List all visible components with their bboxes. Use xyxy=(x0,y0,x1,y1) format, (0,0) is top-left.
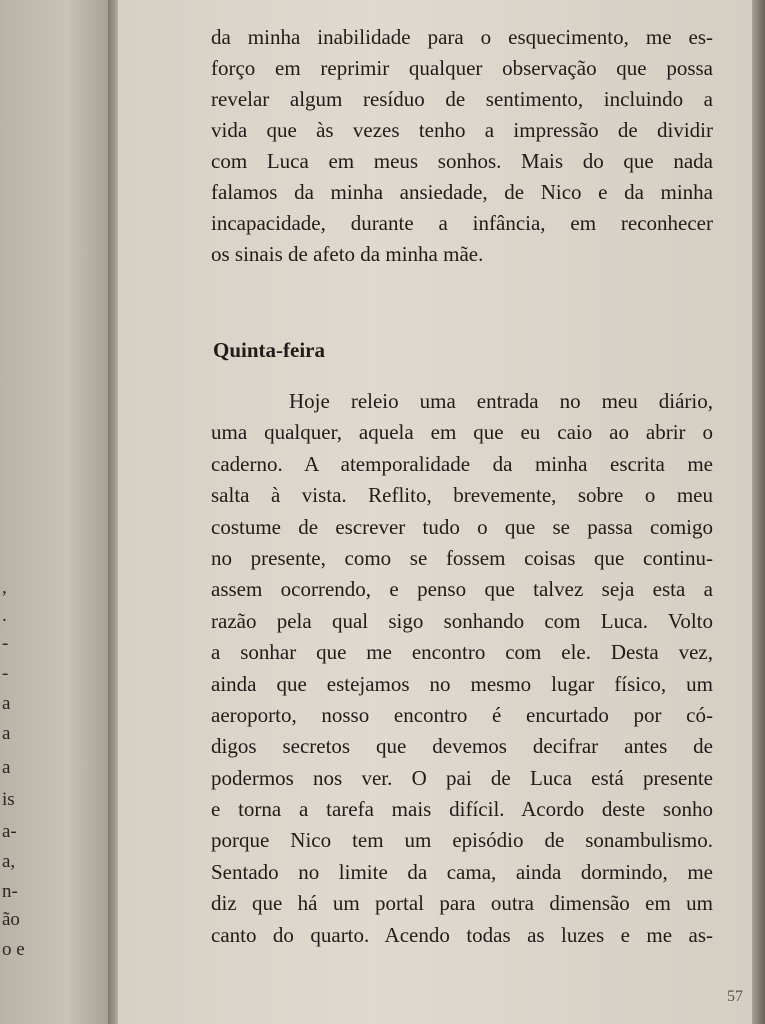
section-heading: Quinta-feira xyxy=(213,338,325,362)
left-fragment: o e xyxy=(2,939,25,960)
text-line: salta à vista. Reflito, brevemente, sobre o meu xyxy=(211,483,713,508)
left-fragment: a xyxy=(2,757,11,778)
text-line: ainda que estejamos no mesmo lugar físico, um xyxy=(211,671,713,696)
text-line: aeroporto, nosso encontro é encurtado por có- xyxy=(211,702,713,727)
left-fragment: . xyxy=(2,605,7,626)
text-line: os sinais de afeto da minha mãe. xyxy=(211,242,484,266)
text-line: falamos da minha ansiedade, de Nico e da minha xyxy=(211,180,713,204)
text-line: revelar algum resíduo de sentimento, incluindo a xyxy=(211,87,713,111)
left-fragment: a, xyxy=(2,851,16,872)
left-fragment: n- xyxy=(2,881,18,902)
text-line: vida que às vezes tenho a impressão de dividir xyxy=(211,118,713,142)
text-line: forço em reprimir qualquer observação que possa xyxy=(211,56,713,80)
text-line: assem ocorrendo, e penso que talvez seja esta a xyxy=(211,577,713,602)
text-line: e torna a tarefa mais difícil. Acordo deste sonho xyxy=(211,797,713,822)
left-fragment: , xyxy=(2,577,7,598)
text-line: podermos nos ver. O pai de Luca está presente xyxy=(211,765,713,790)
text-line: incapacidade, durante a infância, em reconhecer xyxy=(211,211,713,235)
text-line: razão pela qual sigo sonhando com Luca. Volto xyxy=(211,608,713,633)
left-page xyxy=(0,0,112,1024)
text-line: porque Nico tem um episódio de sonambulismo. xyxy=(211,828,713,853)
text-line: a sonhar que me encontro com ele. Desta vez, xyxy=(211,640,713,665)
left-fragment: - xyxy=(2,633,9,654)
text-line: caderno. A atemporalidade da minha escrita me xyxy=(211,451,713,476)
left-fragment: a xyxy=(2,693,11,714)
text-line: no presente, como se fossem coisas que continu- xyxy=(211,545,713,570)
left-fragment: - xyxy=(2,663,9,684)
text-line: da minha inabilidade para o esquecimento, me es- xyxy=(211,25,713,49)
left-fragment: is xyxy=(2,789,15,810)
page-edge-shadow xyxy=(752,0,765,1024)
paragraph-continuation xyxy=(211,22,713,270)
text-line: diz que há um portal para outra dimensão em um xyxy=(211,891,713,916)
text-line: costume de escrever tudo o que se passa comigo xyxy=(211,514,713,539)
text-line: digos secretos que devemos decifrar antes de xyxy=(211,734,713,759)
paragraph-body xyxy=(211,386,713,951)
left-fragment: a- xyxy=(2,821,17,842)
text-line: Hoje releio uma entrada no meu diário, xyxy=(289,389,713,413)
left-fragment: a xyxy=(2,723,11,744)
text-line: uma qualquer, aquela em que eu caio ao abrir o xyxy=(211,420,713,445)
text-line: Sentado no limite da cama, ainda dormindo, me xyxy=(211,859,713,884)
text-line: com Luca em meus sonhos. Mais do que nada xyxy=(211,149,713,173)
left-fragment: ão xyxy=(2,909,20,930)
text-line: canto do quarto. Acendo todas as luzes e me as- xyxy=(211,922,713,947)
page-number: 57 xyxy=(727,988,743,1005)
